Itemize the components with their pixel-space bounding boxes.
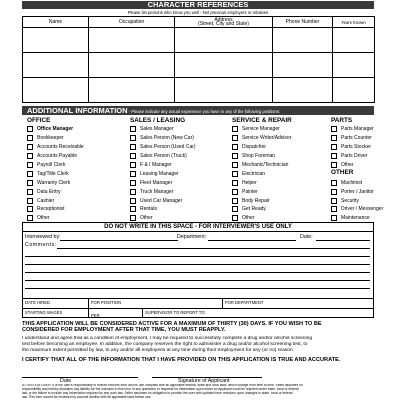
interviewed-by-field[interactable]: [60, 240, 178, 241]
checkbox[interactable]: [232, 215, 238, 221]
position-option[interactable]: Warranty Clerk: [27, 178, 84, 187]
position-option[interactable]: Sales Person (Truck): [130, 152, 196, 161]
position-option[interactable]: Dispatcher: [232, 143, 292, 152]
reference-row: [23, 28, 375, 53]
category-heading: SALES / LEASING: [130, 117, 186, 124]
position-option[interactable]: Driver / Messenger: [331, 205, 383, 214]
position-option[interactable]: Sales Person (New Car): [130, 134, 196, 143]
position-option[interactable]: Accounts Receivable: [27, 143, 84, 152]
position-option[interactable]: Leasing Manager: [130, 169, 196, 178]
date-label: Date:: [300, 234, 313, 240]
certify-statement: I CERTIFY THAT ALL OF THE INFORMATION THAT I HAVE PROVIDED ON THIS APPLICATION IS TRUE AND ACCURATE.: [22, 357, 341, 363]
category-heading: OFFICE: [27, 117, 51, 124]
category-service-repair: [232, 117, 292, 223]
category-heading: SERVICE & REPAIR: [232, 117, 292, 124]
reference-row: [23, 53, 375, 78]
department-label: Department:: [177, 234, 207, 240]
checkbox[interactable]: [130, 171, 136, 177]
divider: [222, 298, 223, 308]
position-option[interactable]: Rentals: [130, 205, 196, 214]
position-option[interactable]: Parts Manager: [331, 125, 383, 134]
checkbox[interactable]: [331, 144, 337, 150]
reference-name-cell[interactable]: [23, 78, 89, 103]
checkbox[interactable]: [232, 162, 238, 168]
for-position-label: FOR POSITION: [91, 300, 122, 305]
position-option[interactable]: Other: [331, 161, 383, 170]
reference-phone-cell[interactable]: [273, 78, 333, 103]
signature-date-label: Date: [60, 378, 72, 384]
position-option[interactable]: Service Writer/Advisor: [232, 134, 292, 143]
position-option[interactable]: Body Repair: [232, 196, 292, 205]
footer-disclaimer: ATTENTION USER: It is the user's responsibility to ensure that this form and its use complies with all applicable federal, state and local laws, which change from time to time. Seller assumes no responsibility and hereby disclaims any liability for the inclusion in this form of any questions or requests for information upon which an applicant could be rejected under state, local or federal law, or the failure to include any information required by any such law. Seller assumes no obligation to provide the user with updated form revisions upon changes in state, local or federal law. This form should be reviewed by counsel familiar with all applicable laws before use.: [22, 384, 303, 399]
signature-label: Signature of Applicant: [178, 378, 230, 384]
reference-occupation-cell[interactable]: [89, 53, 175, 78]
position-option[interactable]: Tag/Title Clerk: [27, 169, 84, 178]
comments-line[interactable]: [25, 280, 370, 281]
position-option[interactable]: Electrician: [232, 169, 292, 178]
col-header-occupation: Occupation: [89, 17, 175, 28]
additional-information-title: ADDITIONAL INFORMATION: [27, 106, 128, 115]
position-option[interactable]: Receptionist: [27, 205, 84, 214]
for-department-label: FOR DEPARTMENT: [225, 300, 264, 305]
character-references-header: CHARACTER REFERENCES: [22, 1, 374, 9]
comments-label: Comments:: [25, 242, 57, 248]
checkbox[interactable]: [232, 153, 238, 159]
checkbox[interactable]: [331, 162, 337, 168]
drug-testing-notice: I understand and agree that as a condition of employment, I may be required to successfully complete a drug and/or alcohol screening test before becoming an employee. In addition, the company reserves the right to administer a drug and/or alcohol screening test, to the maximum extent permitted by law, to any and/or all employees at any time during their employment for any (or no) reason.: [22, 336, 313, 353]
checkbox[interactable]: [331, 206, 337, 212]
reference-phone-cell[interactable]: [273, 53, 333, 78]
checkbox[interactable]: [232, 135, 238, 141]
position-option[interactable]: Parts Counter: [331, 134, 383, 143]
checkbox[interactable]: [130, 206, 136, 212]
col-header-name: Name: [23, 17, 89, 28]
position-option[interactable]: Office Manager: [27, 125, 84, 134]
reference-years-cell[interactable]: [333, 28, 375, 53]
checkbox[interactable]: [331, 153, 337, 159]
reference-years-cell[interactable]: [333, 78, 375, 103]
supervisor-label: SUPERVISOR TO REPORT TO:: [145, 310, 206, 315]
checkbox[interactable]: [232, 189, 238, 195]
position-option[interactable]: Parts Driver: [331, 152, 383, 161]
comments-line[interactable]: [25, 272, 370, 273]
checkbox[interactable]: [130, 215, 136, 221]
category-heading-other: OTHER: [331, 169, 354, 177]
checkbox[interactable]: [232, 198, 238, 204]
divider: [22, 308, 374, 309]
category-office: [27, 117, 84, 223]
position-option[interactable]: Shop Foreman: [232, 152, 292, 161]
position-option[interactable]: Parts Stocker: [331, 143, 383, 152]
additional-information-header: [22, 106, 374, 115]
date-field[interactable]: [316, 240, 370, 241]
reference-occupation-cell[interactable]: [89, 28, 175, 53]
checkbox[interactable]: [27, 189, 33, 195]
reference-occupation-cell[interactable]: [89, 78, 175, 103]
divider: [142, 308, 143, 318]
position-option[interactable]: Accounts Payable: [27, 152, 84, 161]
position-option[interactable]: Sales Manager: [130, 125, 196, 134]
position-option[interactable]: F & I Manager: [130, 161, 196, 170]
position-option[interactable]: Other: [232, 214, 292, 223]
comments-line[interactable]: [57, 248, 370, 249]
position-option[interactable]: Used Car Manager: [130, 196, 196, 205]
reference-name-cell[interactable]: [23, 28, 89, 53]
references-table: [22, 16, 375, 103]
reference-name-cell[interactable]: [23, 53, 89, 78]
checkbox[interactable]: [130, 198, 136, 204]
checkbox[interactable]: [232, 180, 238, 186]
checkbox[interactable]: [130, 153, 136, 159]
checkbox[interactable]: [232, 206, 238, 212]
checkbox[interactable]: [331, 135, 337, 141]
category-parts-other: [331, 117, 383, 223]
checkbox[interactable]: [232, 171, 238, 177]
comments-line[interactable]: [25, 256, 370, 257]
position-option[interactable]: Service Manager: [232, 125, 292, 134]
checkbox[interactable]: [27, 206, 33, 212]
checkbox[interactable]: [27, 135, 33, 141]
category-sales-leasing: [130, 117, 196, 223]
checkbox[interactable]: [27, 144, 33, 150]
checkbox[interactable]: [27, 215, 33, 221]
checkbox[interactable]: [27, 198, 33, 204]
checkbox[interactable]: [130, 126, 136, 132]
interviewed-by-label: Interviewed by:: [25, 234, 61, 240]
per-label: PER: [91, 313, 100, 318]
checkbox[interactable]: [130, 180, 136, 186]
position-option[interactable]: Get Ready: [232, 205, 292, 214]
position-option[interactable]: Payroll Clerk: [27, 161, 84, 170]
position-option[interactable]: Truck Manager: [130, 187, 196, 196]
checkbox[interactable]: [130, 144, 136, 150]
col-header-years: Years Known: [333, 17, 375, 28]
reference-address-cell[interactable]: [175, 78, 273, 103]
reference-phone-cell[interactable]: [273, 28, 333, 53]
position-option[interactable]: Other: [130, 214, 196, 223]
comments-line[interactable]: [25, 288, 370, 289]
checkbox[interactable]: [232, 126, 238, 132]
references-instruction: Please list persons who know you well - Not previous employers or relatives: [127, 10, 269, 15]
date-signature-line[interactable]: [22, 377, 138, 378]
category-heading: PARTS: [331, 117, 353, 124]
checkbox[interactable]: [232, 144, 238, 150]
position-option[interactable]: Security: [331, 196, 383, 205]
position-option[interactable]: Porter / Janitor: [331, 187, 383, 196]
checkbox[interactable]: [331, 198, 337, 204]
position-option[interactable]: Maintenance: [331, 214, 383, 223]
checkbox[interactable]: [331, 180, 337, 186]
additional-information-instruction: - Please indicate any actual experience you have in any of the following positions:: [127, 109, 281, 114]
position-option[interactable]: Cashier: [27, 196, 84, 205]
reference-row: [23, 78, 375, 103]
address-sub-label: (Street, City and State): [198, 21, 249, 27]
checkbox[interactable]: [130, 135, 136, 141]
position-option[interactable]: Sales Person (Used Car): [130, 143, 196, 152]
address-label: Address: [214, 16, 233, 23]
reference-years-cell[interactable]: [333, 53, 375, 78]
position-option[interactable]: Other: [27, 214, 84, 223]
checkbox[interactable]: [27, 126, 33, 132]
col-header-phone: Phone Number: [273, 17, 333, 28]
position-option[interactable]: Machinist: [331, 178, 383, 187]
checkbox[interactable]: [27, 171, 33, 177]
checkbox[interactable]: [331, 189, 337, 195]
position-option[interactable]: Data Entry: [27, 187, 84, 196]
comments-line[interactable]: [25, 264, 370, 265]
col-header-address: [175, 17, 273, 28]
divider: [88, 308, 89, 318]
checkbox[interactable]: [331, 215, 337, 221]
active-notice: THIS APPLICATION WILL BE CONSIDERED ACTIVE FOR A MAXIMUM OF THIRTY (30) DAYS. IF YOU WISH TO BE CONSIDERED FOR EMPLOYMENT AFTER THAT TIME, YOU MUST REAPPLY.: [22, 321, 322, 334]
starting-wages-label: STARTING WAGES: [25, 310, 63, 315]
divider: [22, 231, 374, 232]
department-field[interactable]: [208, 240, 296, 241]
position-option[interactable]: Helper: [232, 178, 292, 187]
position-option[interactable]: Mechanic/Technician: [232, 161, 292, 170]
checkbox[interactable]: [27, 153, 33, 159]
position-option[interactable]: Bookkeeper: [27, 134, 84, 143]
position-option[interactable]: Fleet Manager: [130, 178, 196, 187]
reference-address-cell[interactable]: [175, 53, 273, 78]
divider: [22, 298, 374, 299]
checkbox[interactable]: [27, 180, 33, 186]
position-option[interactable]: Painter: [232, 187, 292, 196]
date-hired-label: DATE HIRED: [25, 300, 51, 305]
checkbox[interactable]: [130, 162, 136, 168]
divider: [88, 298, 89, 308]
checkbox[interactable]: [130, 189, 136, 195]
interviewer-section-title: DO NOT WRITE IN THIS SPACE - FOR INTERVIEWER'S USE ONLY: [104, 224, 292, 230]
checkbox[interactable]: [331, 126, 337, 132]
reference-address-cell[interactable]: [175, 28, 273, 53]
checkbox[interactable]: [27, 162, 33, 168]
